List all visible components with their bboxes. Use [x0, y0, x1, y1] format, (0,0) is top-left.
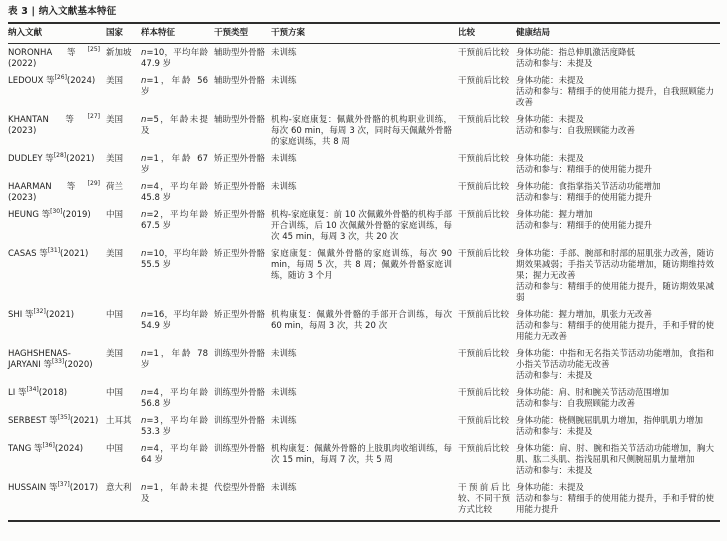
outcome-activity-participation: 活动和参与：精细手的使用能力提升，自我照顾能力改善	[516, 87, 714, 108]
citation-ref: [28]	[53, 152, 67, 160]
outcome-activity-participation: 活动和参与：未提及	[516, 427, 593, 437]
country-cell: 美国	[106, 249, 124, 259]
study-cell	[8, 247, 106, 308]
sample-cell: n=4，平均年龄 64 岁	[141, 444, 208, 465]
outcome-activity-participation: 活动和参与：精细手的使用能力提升	[516, 221, 653, 231]
comparison-cell: 干预前后比较	[458, 444, 510, 454]
outcome-activity-participation: 活动和参与：自我照顾能力改善	[516, 399, 636, 409]
comparison-cell: 干预前后比较	[458, 210, 510, 220]
intervention-type-cell: 辅助型外骨骼	[214, 115, 266, 125]
country-cell: 中国	[106, 388, 124, 398]
table-row	[8, 152, 720, 180]
country-cell: 美国	[106, 154, 124, 164]
outcome-body-function: 身体功能：握力增加	[516, 210, 593, 220]
intervention-type-cell: 训练型外骨骼	[214, 388, 266, 398]
table-row	[8, 442, 720, 481]
citation-ref: [30]	[50, 208, 63, 216]
included-studies-table	[8, 22, 720, 522]
study-year: (2023)	[8, 193, 37, 203]
intervention-type-cell: 训练型外骨骼	[214, 444, 266, 454]
study-name: HEUNG 等	[8, 210, 51, 220]
table-row	[8, 208, 720, 247]
intervention-plan-cell: 未训练	[271, 416, 297, 426]
col-header-sample: 样本特征	[141, 23, 214, 44]
intervention-plan-cell: 未训练	[271, 76, 297, 86]
sample-cell: n=1，年龄 67 岁	[141, 154, 208, 175]
outcome-body-function: 身体功能：肩、肘、腕和指关节活动功能增加，胸大肌、肱二头肌、指浅屈肌和尺侧腕屈肌力量增加	[516, 444, 714, 465]
table-header-row	[8, 23, 720, 44]
outcome-body-function: 身体功能：桡侧腕屈肌肌力增加，指伸肌肌力增加	[516, 416, 704, 426]
study-year: (2017)	[69, 483, 99, 493]
citation-ref: [26]	[54, 74, 67, 82]
table-row	[8, 308, 720, 347]
comparison-cell: 干预前后比较	[458, 115, 510, 125]
intervention-type-cell: 训练型外骨骼	[214, 349, 266, 359]
outcome-body-function: 身体功能：未提及	[516, 76, 585, 86]
sample-cell: n=4，平均年龄 56.8 岁	[141, 388, 208, 409]
intervention-plan-cell: 未训练	[271, 182, 297, 192]
country-cell: 中国	[106, 210, 124, 220]
intervention-plan-cell: 未训练	[271, 154, 297, 164]
col-header-outcome: 健康结局	[516, 23, 720, 44]
study-cell	[8, 347, 106, 386]
study-year: (2021)	[70, 416, 99, 426]
sample-cell: n=1，年龄 78 岁	[141, 349, 208, 370]
outcome-cell	[516, 247, 720, 308]
intervention-plan-cell: 未训练	[271, 349, 297, 359]
citation-ref: [27]	[87, 113, 100, 121]
intervention-type-cell: 辅助型外骨骼	[214, 76, 266, 86]
table-row	[8, 113, 720, 152]
col-header-type: 干预类型	[214, 23, 271, 44]
study-cell	[8, 180, 106, 208]
outcome-body-function: 身体功能：肩、肘和腕关节活动范围增加	[516, 388, 670, 398]
outcome-cell	[516, 481, 720, 521]
intervention-plan-cell: 家庭康复：佩戴外骨骼的家庭训练，每次 90 min，每周 5 次，共 8 周；佩戴外骨骼家庭训练，随访 3 个月	[271, 249, 452, 281]
col-header-study: 纳入文献	[8, 23, 106, 44]
study-name: HUSSAIN 等	[8, 483, 58, 493]
sample-cell: n=2，平均年龄 67.5 岁	[141, 210, 208, 231]
study-cell	[8, 414, 106, 442]
outcome-body-function: 身体功能：握力增加，肌张力无改善	[516, 310, 653, 320]
outcome-cell	[516, 208, 720, 247]
comparison-cell: 干预前后比较	[458, 310, 510, 320]
intervention-plan-cell: 机构康复：佩戴外骨骼的手部开合训练，每次 60 min，每周 3 次，共 20 次	[271, 310, 452, 331]
study-year: (2018)	[38, 388, 68, 398]
sample-cell: n=5，年龄未提及	[141, 115, 208, 136]
outcome-body-function: 身体功能：中指和无名指关节活动功能增加，食指和小指关节活动功能无改善	[516, 349, 714, 370]
outcome-activity-participation: 活动和参与：未提及	[516, 371, 593, 381]
citation-ref: [36]	[42, 442, 55, 450]
intervention-plan-cell: 机构-家庭康复：佩戴外骨骼的机构职业训练，每次 60 min，每周 3 次，同时每天佩戴外骨骼的家庭训练，共 8 周	[271, 115, 452, 147]
intervention-type-cell: 矫正型外骨骼	[214, 310, 266, 320]
outcome-cell	[516, 414, 720, 442]
intervention-type-cell: 训练型外骨骼	[214, 416, 266, 426]
citation-ref: [37]	[57, 481, 70, 489]
outcome-cell	[516, 74, 720, 113]
col-header-country: 国家	[106, 23, 141, 44]
sample-cell: n=10，平均年龄 47.9 岁	[141, 48, 208, 69]
study-name: SHI 等	[8, 310, 34, 320]
study-year: (2019)	[62, 210, 91, 220]
outcome-activity-participation: 活动和参与：未提及	[516, 466, 593, 476]
study-cell	[8, 113, 106, 152]
outcome-cell	[516, 152, 720, 180]
outcome-cell	[516, 308, 720, 347]
intervention-plan-cell: 未训练	[271, 48, 297, 58]
intervention-plan-cell: 未训练	[271, 483, 297, 493]
study-name: NORONHA 等	[8, 48, 88, 58]
outcome-cell	[516, 180, 720, 208]
citation-ref: [35]	[57, 414, 70, 422]
study-cell	[8, 308, 106, 347]
intervention-plan-cell: 机构-家庭康复：前 10 次佩戴外骨骼的机构手部开合训练，后 10 次佩戴外骨骼的家庭训练，每次 45 min，每周 3 次，共 20 次	[271, 210, 452, 242]
sample-cell: n=1，年龄 56 岁	[141, 76, 208, 97]
study-year: (2024)	[54, 444, 84, 454]
country-cell: 意大利	[106, 483, 132, 493]
table-row	[8, 386, 720, 414]
study-name: LI 等	[8, 388, 27, 398]
outcome-activity-participation: 活动和参与：精细手的使用能力提升，手和手臂的使用能力提升	[516, 494, 714, 515]
sample-cell: n=10，平均年龄 55.5 岁	[141, 249, 208, 270]
country-cell: 中国	[106, 310, 124, 320]
table-title: 表 3 | 纳入文献基本特征	[8, 6, 117, 17]
country-cell: 美国	[106, 349, 124, 359]
col-header-intervention: 干预方案	[271, 23, 458, 44]
country-cell: 土耳其	[106, 416, 132, 426]
study-year: (2024)	[66, 76, 96, 86]
comparison-cell: 干预前后比较	[458, 388, 510, 398]
intervention-plan-cell: 未训练	[271, 388, 297, 398]
comparison-cell: 干预前后比较	[458, 182, 510, 192]
comparison-cell: 干预前后比较	[458, 48, 510, 58]
study-cell	[8, 152, 106, 180]
outcome-body-function: 身体功能：指总伸肌激活度降低	[516, 48, 636, 58]
study-year: (2021)	[45, 310, 75, 320]
outcome-cell	[516, 347, 720, 386]
study-name: SERBEST 等	[8, 416, 58, 426]
intervention-type-cell: 矫正型外骨骼	[214, 249, 266, 259]
study-cell	[8, 44, 106, 75]
intervention-type-cell: 矫正型外骨骼	[214, 182, 266, 192]
sample-cell: n=16，平均年龄 54.9 岁	[141, 310, 208, 331]
study-name: KHANTAN 等	[8, 115, 88, 125]
study-name: TANG 等	[8, 444, 43, 454]
outcome-activity-participation: 活动和参与：精细手的使用能力提升	[516, 193, 653, 203]
outcome-activity-participation: 活动和参与：自我照顾能力改善	[516, 126, 636, 136]
study-year: (2023)	[8, 126, 37, 136]
intervention-plan-cell: 机构康复：佩戴外骨骼的上肢肌肉收缩训练，每次 15 min，每周 7 次，共 5 周	[271, 444, 452, 465]
study-name: HAGHSHENAS-JARYANI 等	[8, 349, 71, 370]
study-year: (2021)	[60, 249, 89, 259]
country-cell: 中国	[106, 444, 124, 454]
citation-ref: [33]	[51, 358, 65, 366]
study-cell	[8, 74, 106, 113]
comparison-cell: 干预前后比较、不同干预方式比较	[458, 483, 510, 515]
outcome-body-function: 身体功能：食指掌指关节活动功能增加	[516, 182, 661, 192]
outcome-activity-participation: 活动和参与：精细手的使用能力提升，手和手臂的使用能力无改善	[516, 321, 714, 342]
col-header-comparison: 比较	[458, 23, 516, 44]
outcome-body-function: 身体功能：未提及	[516, 483, 585, 493]
table-row	[8, 74, 720, 113]
country-cell: 美国	[106, 115, 124, 125]
study-cell	[8, 481, 106, 521]
intervention-type-cell: 矫正型外骨骼	[214, 154, 266, 164]
outcome-cell	[516, 442, 720, 481]
table-row	[8, 247, 720, 308]
study-cell	[8, 386, 106, 414]
outcome-activity-participation: 活动和参与：精细手的使用能力提升	[516, 165, 653, 175]
study-year: (2022)	[8, 59, 37, 69]
comparison-cell: 干预前后比较	[458, 249, 510, 259]
citation-ref: [34]	[26, 386, 39, 394]
study-cell	[8, 208, 106, 247]
citation-ref: [31]	[47, 247, 61, 255]
table-row	[8, 44, 720, 75]
outcome-body-function: 身体功能：未提及	[516, 115, 585, 125]
outcome-body-function: 身体功能：手部、腕部和肘部的屈肌张力改善，随访期效果减弱；手指关节活动功能增加，随访期维持效果；握力无改善	[516, 249, 714, 281]
intervention-type-cell: 辅助型外骨骼	[214, 48, 266, 58]
country-cell: 新加坡	[106, 48, 132, 58]
country-cell: 荷兰	[106, 182, 124, 192]
table-row	[8, 347, 720, 386]
citation-ref: [32]	[33, 308, 46, 316]
sample-cell: n=4，平均年龄 45.8 岁	[141, 182, 208, 203]
study-cell	[8, 442, 106, 481]
study-year: (2020)	[64, 360, 93, 370]
study-name: HAARMAN 等	[8, 182, 88, 192]
table-row	[8, 180, 720, 208]
outcome-cell	[516, 44, 720, 75]
citation-ref: [29]	[87, 180, 100, 188]
outcome-body-function: 身体功能：未提及	[516, 154, 585, 164]
outcome-activity-participation: 活动和参与：未提及	[516, 59, 593, 69]
sample-cell: n=3，平均年龄 53.3 岁	[141, 416, 208, 437]
comparison-cell: 干预前后比较	[458, 154, 510, 164]
citation-ref: [25]	[87, 46, 100, 54]
intervention-type-cell: 矫正型外骨骼	[214, 210, 266, 220]
comparison-cell: 干预前后比较	[458, 76, 510, 86]
study-name: LEDOUX 等	[8, 76, 55, 86]
outcome-cell	[516, 113, 720, 152]
comparison-cell: 干预前后比较	[458, 349, 510, 359]
outcome-cell	[516, 386, 720, 414]
study-name: DUDLEY 等	[8, 154, 54, 164]
table-row	[8, 481, 720, 521]
outcome-activity-participation: 活动和参与：精细手的使用能力提升，随访期效果减弱	[516, 282, 714, 303]
comparison-cell: 干预前后比较	[458, 416, 510, 426]
intervention-type-cell: 代偿型外骨骼	[214, 483, 266, 493]
sample-cell: n=1，年龄未提及	[141, 483, 208, 504]
table-row	[8, 414, 720, 442]
study-year: (2021)	[66, 154, 95, 164]
study-name: CASAS 等	[8, 249, 48, 259]
country-cell: 美国	[106, 76, 124, 86]
